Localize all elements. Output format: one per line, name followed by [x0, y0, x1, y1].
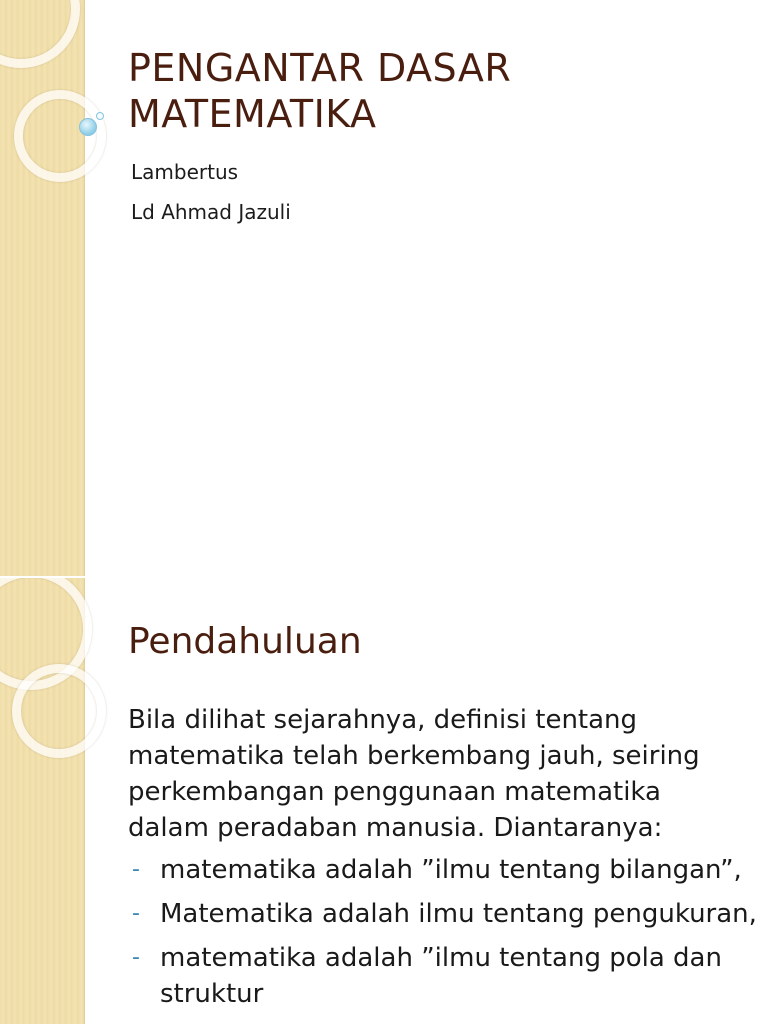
slide-heading: Pendahuluan: [128, 621, 362, 662]
decorative-bubble-icon: [79, 118, 97, 136]
bullet-marker: -: [132, 857, 140, 882]
decorative-ring-icon: [12, 664, 106, 758]
list-item: [128, 852, 758, 888]
presentation-title: PENGANTAR DASAR MATEMATIKA: [128, 46, 512, 136]
author-name: Ld Ahmad Jazuli: [131, 200, 291, 224]
list-item-text: matematika adalah ”ilmu tentang pola dan struktur: [160, 943, 722, 1009]
definition-list: [128, 852, 758, 1020]
decorative-bubble-icon: [96, 112, 104, 120]
list-item-text: matematika adalah ”ilmu tentang bilangan”,: [160, 855, 742, 885]
decorative-ring-icon: [14, 90, 106, 182]
bullet-marker: -: [132, 945, 140, 970]
list-item: [128, 896, 758, 932]
decorative-strip: [0, 0, 85, 576]
intro-paragraph: Bila dilihat sejarahnya, definisi tentang matematika telah berkembang jauh, seiring perkembangan penggunaan matematika dalam peradaban manusia. Diantaranya:: [128, 705, 700, 843]
list-item-text: Matematika adalah ilmu tentang pengukuran,: [160, 899, 757, 929]
list-item: [128, 940, 758, 1012]
author-name: Lambertus: [131, 160, 239, 184]
intro-slide: [0, 578, 768, 1024]
bullet-marker: -: [132, 901, 140, 926]
